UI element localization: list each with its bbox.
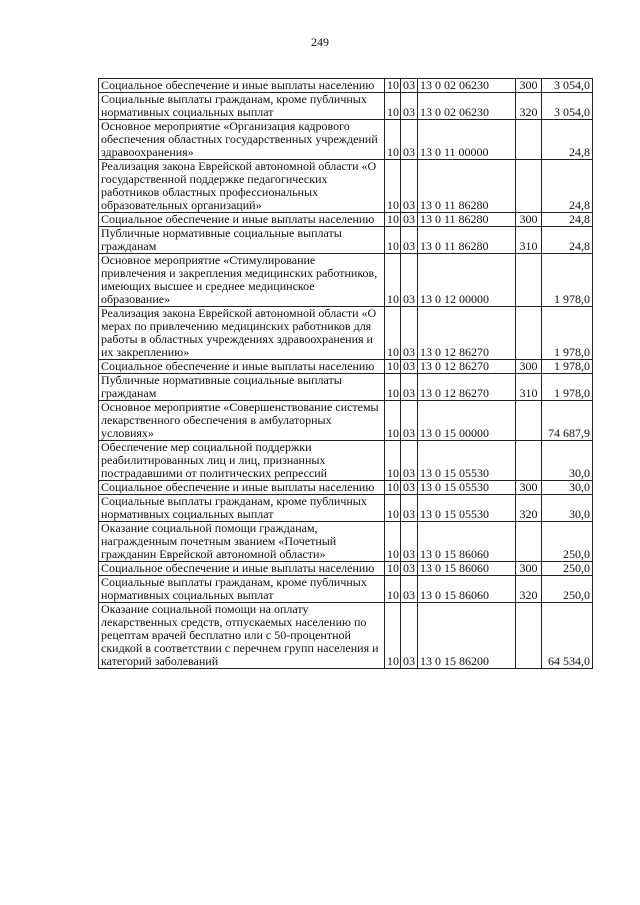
row-target-article-code: 13 0 15 86200 [418,603,516,669]
row-section-code: 10 [385,307,401,360]
row-expense-type-code: 320 [516,495,542,522]
row-section-code: 10 [385,360,401,374]
row-subsection-code: 03 [401,120,418,160]
row-expense-type-code [516,307,542,360]
page-number: 249 [311,35,329,49]
row-expense-type-code: 300 [516,481,542,495]
row-target-article-code: 13 0 11 00000 [418,120,516,160]
row-amount: 250,0 [542,562,593,576]
row-subsection-code: 03 [401,160,418,213]
row-target-article-code: 13 0 11 86280 [418,160,516,213]
row-subsection-code: 03 [401,576,418,603]
row-name: Социальное обеспечение и иные выплаты населению [99,562,385,576]
row-subsection-code: 03 [401,522,418,562]
row-amount: 1 978,0 [542,360,593,374]
row-amount: 1 978,0 [542,254,593,307]
row-name: Обеспечение мер социальной поддержки реабилитированных лиц и лиц, признанных пострадавшими от политических репрессий [99,441,385,481]
row-target-article-code: 13 0 15 05530 [418,441,516,481]
table-row [99,374,593,401]
row-target-article-code: 13 0 15 00000 [418,401,516,441]
row-target-article-code: 13 0 12 86270 [418,307,516,360]
row-section-code: 10 [385,562,401,576]
row-expense-type-code: 300 [516,562,542,576]
row-amount: 1 978,0 [542,374,593,401]
row-section-code: 10 [385,254,401,307]
table-row [99,441,593,481]
row-target-article-code: 13 0 02 06230 [418,79,516,93]
row-amount: 24,8 [542,120,593,160]
row-section-code: 10 [385,401,401,441]
table-row [99,495,593,522]
row-subsection-code: 03 [401,481,418,495]
row-name: Основное мероприятие «Совершенствование системы лекарственного обеспечения в амбулаторных условиях» [99,401,385,441]
row-subsection-code: 03 [401,254,418,307]
row-name: Социальное обеспечение и иные выплаты населению [99,481,385,495]
row-target-article-code: 13 0 11 86280 [418,227,516,254]
row-amount: 3 054,0 [542,79,593,93]
row-target-article-code: 13 0 12 00000 [418,254,516,307]
row-expense-type-code [516,160,542,213]
row-target-article-code: 13 0 15 86060 [418,562,516,576]
row-expense-type-code: 320 [516,93,542,120]
table-row [99,522,593,562]
row-name: Социальные выплаты гражданам, кроме публичных нормативных социальных выплат [99,576,385,603]
row-section-code: 10 [385,160,401,213]
row-section-code: 10 [385,481,401,495]
row-name: Публичные нормативные социальные выплаты гражданам [99,374,385,401]
row-name: Социальное обеспечение и иные выплаты населению [99,79,385,93]
row-amount: 1 978,0 [542,307,593,360]
row-subsection-code: 03 [401,79,418,93]
row-name: Публичные нормативные социальные выплаты гражданам [99,227,385,254]
row-amount: 3 054,0 [542,93,593,120]
table-row [99,93,593,120]
row-name: Оказание социальной помощи гражданам, награжденным почетным званием «Почетный гражданин Еврейской автономной области» [99,522,385,562]
row-section-code: 10 [385,93,401,120]
row-amount: 24,8 [542,160,593,213]
row-amount: 24,8 [542,227,593,254]
row-subsection-code: 03 [401,227,418,254]
table-row [99,227,593,254]
row-expense-type-code [516,120,542,160]
table-row [99,120,593,160]
table-row [99,401,593,441]
row-amount: 24,8 [542,213,593,227]
row-expense-type-code: 310 [516,227,542,254]
row-name: Основное мероприятие «Стимулирование привлечения и закрепления медицинских работников, имеющих высшее и среднее медицинское образование» [99,254,385,307]
row-subsection-code: 03 [401,562,418,576]
row-expense-type-code [516,401,542,441]
table-row [99,562,593,576]
row-expense-type-code [516,441,542,481]
row-subsection-code: 03 [401,93,418,120]
row-amount: 64 534,0 [542,603,593,669]
table-row [99,576,593,603]
row-target-article-code: 13 0 15 05530 [418,495,516,522]
row-target-article-code: 13 0 15 05530 [418,481,516,495]
row-expense-type-code [516,254,542,307]
row-subsection-code: 03 [401,307,418,360]
row-name: Оказание социальной помощи на оплату лекарственных средств, отпускаемых населению по рецептам врачей бесплатно или с 50-процентной скидкой в соответствии с перечнем групп населения и категорий заболеваний [99,603,385,669]
row-expense-type-code: 310 [516,374,542,401]
row-target-article-code: 13 0 15 86060 [418,522,516,562]
table-row [99,213,593,227]
row-name: Социальное обеспечение и иные выплаты населению [99,213,385,227]
row-section-code: 10 [385,374,401,401]
row-target-article-code: 13 0 12 86270 [418,360,516,374]
row-subsection-code: 03 [401,401,418,441]
row-name: Реализация закона Еврейской автономной области «О государственной поддержке педагогических работников областных профессиональных образовательных организаций» [99,160,385,213]
row-subsection-code: 03 [401,374,418,401]
row-expense-type-code: 300 [516,360,542,374]
row-name: Основное мероприятие «Организация кадрового обеспечения областных государственных учреждений здравоохранения» [99,120,385,160]
row-target-article-code: 13 0 11 86280 [418,213,516,227]
table-row [99,160,593,213]
row-subsection-code: 03 [401,603,418,669]
row-target-article-code: 13 0 15 86060 [418,576,516,603]
row-amount: 250,0 [542,522,593,562]
row-expense-type-code: 320 [516,576,542,603]
row-name: Реализация закона Еврейской автономной области «О мерах по привлечению медицинских работников для работы в областных учреждениях здравоохранения и их закреплению» [99,307,385,360]
row-amount: 30,0 [542,441,593,481]
row-subsection-code: 03 [401,360,418,374]
table-row [99,481,593,495]
row-expense-type-code [516,603,542,669]
row-section-code: 10 [385,522,401,562]
row-amount: 74 687,9 [542,401,593,441]
table-row [99,307,593,360]
row-section-code: 10 [385,603,401,669]
row-name: Социальное обеспечение и иные выплаты населению [99,360,385,374]
table-row [99,603,593,669]
row-section-code: 10 [385,213,401,227]
row-amount: 250,0 [542,576,593,603]
row-section-code: 10 [385,441,401,481]
row-name: Социальные выплаты гражданам, кроме публичных нормативных социальных выплат [99,93,385,120]
row-expense-type-code: 300 [516,213,542,227]
row-amount: 30,0 [542,481,593,495]
row-section-code: 10 [385,495,401,522]
row-section-code: 10 [385,79,401,93]
row-expense-type-code [516,522,542,562]
row-expense-type-code: 300 [516,79,542,93]
row-section-code: 10 [385,576,401,603]
row-name: Социальные выплаты гражданам, кроме публичных нормативных социальных выплат [99,495,385,522]
row-target-article-code: 13 0 12 86270 [418,374,516,401]
table-row [99,79,593,93]
table-row [99,254,593,307]
table-row [99,360,593,374]
row-section-code: 10 [385,120,401,160]
budget-table [98,78,593,669]
row-subsection-code: 03 [401,441,418,481]
row-amount: 30,0 [542,495,593,522]
row-target-article-code: 13 0 02 06230 [418,93,516,120]
row-subsection-code: 03 [401,495,418,522]
row-subsection-code: 03 [401,213,418,227]
row-section-code: 10 [385,227,401,254]
